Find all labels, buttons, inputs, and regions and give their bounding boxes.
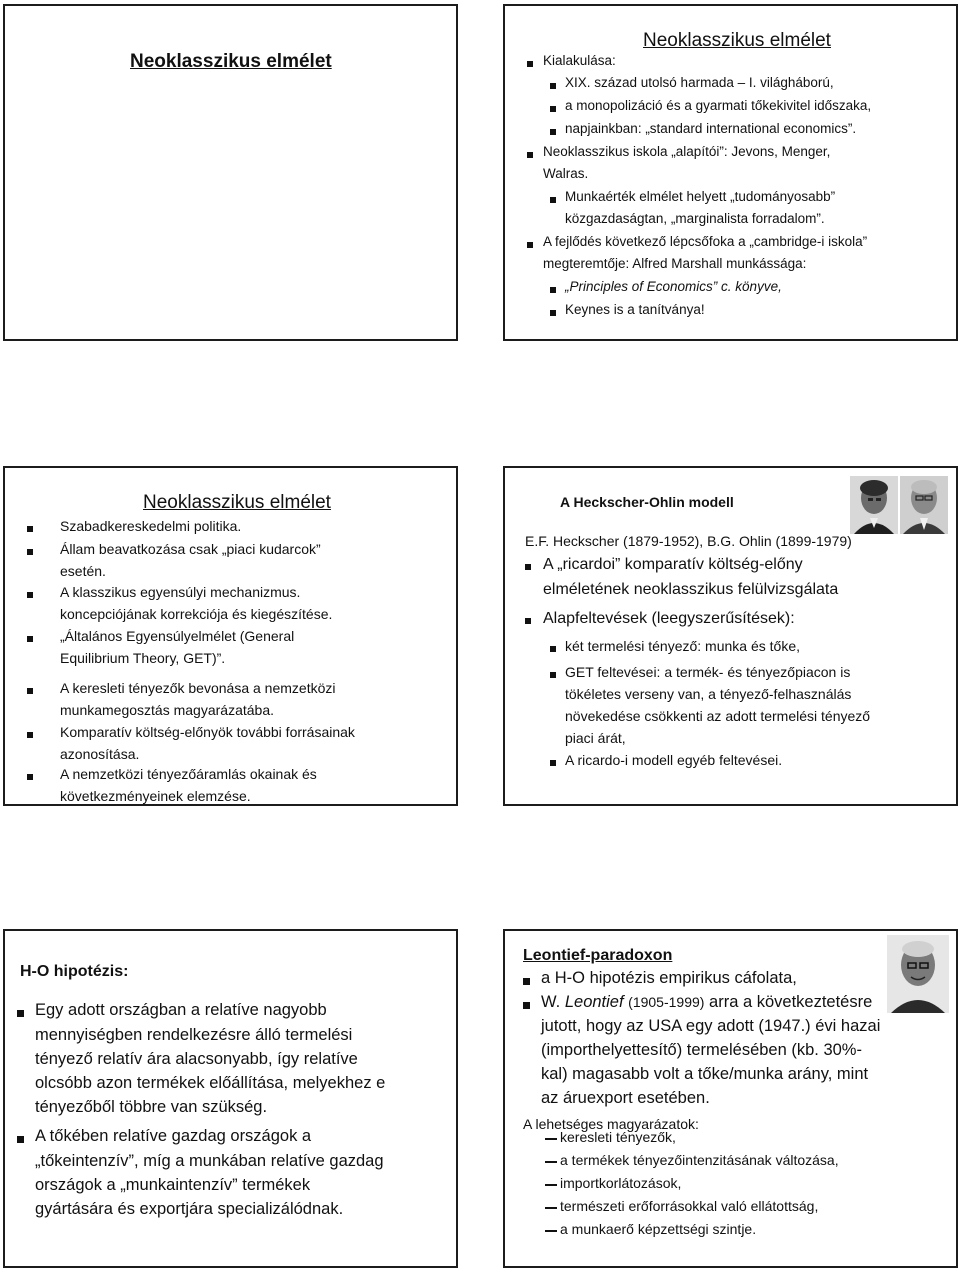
bullet-icon bbox=[527, 152, 533, 158]
text-line: azonosítása. bbox=[60, 746, 140, 762]
dash-icon bbox=[545, 1138, 557, 1140]
dash-icon bbox=[545, 1161, 557, 1163]
text-fragment: arra a következtetésre bbox=[709, 993, 873, 1011]
text-line: A keresleti tényezők bevonása a nemzetközi bbox=[60, 680, 336, 696]
slide-2 bbox=[503, 4, 958, 341]
bullet-icon bbox=[550, 310, 556, 316]
text-line: Kialakulása: bbox=[543, 53, 616, 68]
text-line: az áruexport esetében. bbox=[541, 1089, 710, 1107]
text-line: Walras. bbox=[543, 166, 589, 181]
heckscher-portrait bbox=[850, 476, 898, 534]
text-line: kal) magasabb volt a tőke/munka arány, mint bbox=[541, 1065, 869, 1083]
slide-heading: A Heckscher-Ohlin modell bbox=[560, 494, 734, 510]
bullet-icon bbox=[27, 774, 33, 780]
text-line: országok a „munkaintenzív” termékek bbox=[35, 1176, 311, 1194]
text-line: olcsóbb azon termékek előállítása, melyekhez e bbox=[35, 1074, 386, 1092]
text-line: a munkaerő képzettségi szintje. bbox=[560, 1221, 757, 1237]
bullet-icon bbox=[550, 672, 556, 678]
text-line: esetén. bbox=[60, 563, 106, 579]
text-line: a H-O hipotézis empirikus cáfolata, bbox=[541, 969, 797, 987]
text-line: mennyiségben rendelkezésre álló termelési bbox=[35, 1026, 353, 1044]
slide-1 bbox=[3, 4, 458, 341]
text-line: „Principles of Economics” c. könyve, bbox=[565, 279, 782, 294]
text-line: A nemzetközi tényezőáramlás okainak és bbox=[60, 766, 317, 782]
text-line: importkorlátozások, bbox=[560, 1175, 682, 1191]
text-line: Állam beavatkozása csak „piaci kudarcok” bbox=[60, 541, 321, 557]
text-line: munkamegosztás magyarázatába. bbox=[60, 702, 274, 718]
bullet-icon bbox=[550, 83, 556, 89]
text-line: elméletének neoklasszikus felülvizsgálata bbox=[543, 581, 839, 598]
text-line: Keynes is a tanítványa! bbox=[565, 302, 705, 317]
text-line: jutott, hogy az USA egy adott (1947.) évi hazai bbox=[541, 1017, 881, 1035]
bullet-icon bbox=[27, 636, 33, 642]
text-line: Munkaérték elmélet helyett „tudományosabb” bbox=[565, 189, 836, 204]
bullet-icon bbox=[550, 197, 556, 203]
text-line: piaci árát, bbox=[565, 730, 626, 746]
slide-title: Neoklasszikus elmélet bbox=[643, 30, 831, 51]
bullet-icon bbox=[523, 978, 530, 985]
text-line: Szabadkereskedelmi politika. bbox=[60, 518, 242, 534]
text-line: Equilibrium Theory, GET)”. bbox=[60, 650, 226, 666]
text-line bbox=[541, 993, 872, 1012]
text-line: koncepciójának korrekciója és kiegészítése. bbox=[60, 606, 333, 622]
text-line: E.F. Heckscher (1879-1952), B.G. Ohlin (1899-1979) bbox=[525, 533, 852, 549]
slide-title: Neoklasszikus elmélet bbox=[143, 492, 331, 513]
text-line: Alapfeltevések (leegyszerűsítések): bbox=[543, 610, 795, 627]
text-line: A fejlődés következő lépcsőfoka a „cambridge-i iskola” bbox=[543, 234, 868, 249]
years: (1905-1999) bbox=[628, 994, 705, 1010]
slide-4 bbox=[503, 466, 958, 806]
text-line: XIX. század utolsó harmada – I. világháború, bbox=[565, 75, 834, 90]
bullet-icon bbox=[523, 1002, 530, 1009]
dash-icon bbox=[545, 1230, 557, 1232]
bullet-icon bbox=[17, 1136, 24, 1143]
bullet-icon bbox=[27, 732, 33, 738]
text-line: keresleti tényezők, bbox=[560, 1129, 676, 1145]
bullet-icon bbox=[550, 646, 556, 652]
text-line: (importhelyettesítő) termelésében (kb. 30%- bbox=[541, 1041, 862, 1059]
text-line: A lehetséges magyarázatok: bbox=[523, 1116, 699, 1132]
bullet-icon bbox=[550, 106, 556, 112]
text-line: közgazdaságtan, „marginalista forradalom”. bbox=[565, 211, 825, 226]
bullet-icon bbox=[17, 1010, 24, 1017]
slide-heading: Leontief-paradoxon bbox=[523, 947, 673, 964]
text-line: tényező relatív ára alacsonyabb, így relatíve bbox=[35, 1050, 358, 1068]
slide-title: Neoklasszikus elmélet bbox=[130, 51, 332, 72]
bullet-icon bbox=[27, 526, 33, 532]
text-line: GET feltevései: a termék- és tényezőpiacon is bbox=[565, 664, 851, 680]
text-line: A klasszikus egyensúlyi mechanizmus. bbox=[60, 584, 301, 600]
text-line: Egy adott országban a relatíve nagyobb bbox=[35, 1001, 327, 1019]
slide-3 bbox=[3, 466, 458, 806]
leontief-portrait bbox=[887, 935, 949, 1013]
text-line: a termékek tényezőintenzitásának változása, bbox=[560, 1152, 839, 1168]
bullet-icon bbox=[550, 129, 556, 135]
text-line: természeti erőforrásokkal való ellátottság, bbox=[560, 1198, 819, 1214]
text-line: gyártására és exportjára specializálódnak. bbox=[35, 1200, 344, 1218]
text-line: a monopolizáció és a gyarmati tőkekivitel időszaka, bbox=[565, 98, 872, 113]
bullet-icon bbox=[527, 242, 533, 248]
text-line: megteremtője: Alfred Marshall munkássága: bbox=[543, 256, 807, 271]
slide-heading: H-O hipotézis: bbox=[20, 963, 129, 980]
text-line: „Általános Egyensúlyelmélet (General bbox=[60, 628, 295, 644]
name-italic: Leontief bbox=[564, 993, 624, 1011]
bullet-icon bbox=[525, 564, 531, 570]
bullet-icon bbox=[550, 287, 556, 293]
text-line: A „ricardoi” komparatív költség-előny bbox=[543, 556, 803, 573]
text-line: napjainkban: „standard international economics”. bbox=[565, 121, 857, 136]
bullet-icon bbox=[525, 618, 531, 624]
text-line: Komparatív költség-előnyök további forrásainak bbox=[60, 724, 355, 740]
text-line: „tőkeintenzív”, míg a munkában relatíve gazdag bbox=[35, 1152, 384, 1170]
text-line: tényezőből többre van szükség. bbox=[35, 1098, 268, 1116]
bullet-icon bbox=[550, 760, 556, 766]
text-line: két termelési tényező: munka és tőke, bbox=[565, 638, 800, 654]
text-line: tökéletes verseny van, a tényező-felhasználás bbox=[565, 686, 852, 702]
text-line: következményeinek elemzése. bbox=[60, 788, 251, 804]
slide-5 bbox=[3, 929, 458, 1268]
text-line: növekedése csökkenti az adott termelési tényező bbox=[565, 708, 871, 724]
dash-icon bbox=[545, 1184, 557, 1186]
ohlin-portrait bbox=[900, 476, 948, 534]
bullet-icon bbox=[27, 549, 33, 555]
slide-6 bbox=[503, 929, 958, 1268]
text-line: A ricardo-i modell egyéb feltevései. bbox=[565, 752, 783, 768]
bullet-icon bbox=[27, 592, 33, 598]
bullet-icon bbox=[527, 61, 533, 67]
text-line: A tőkében relatíve gazdag országok a bbox=[35, 1127, 312, 1145]
text-fragment: W. bbox=[541, 993, 561, 1011]
dash-icon bbox=[545, 1207, 557, 1209]
text-line: Neoklasszikus iskola „alapítói”: Jevons, Menger, bbox=[543, 144, 831, 159]
bullet-icon bbox=[27, 688, 33, 694]
